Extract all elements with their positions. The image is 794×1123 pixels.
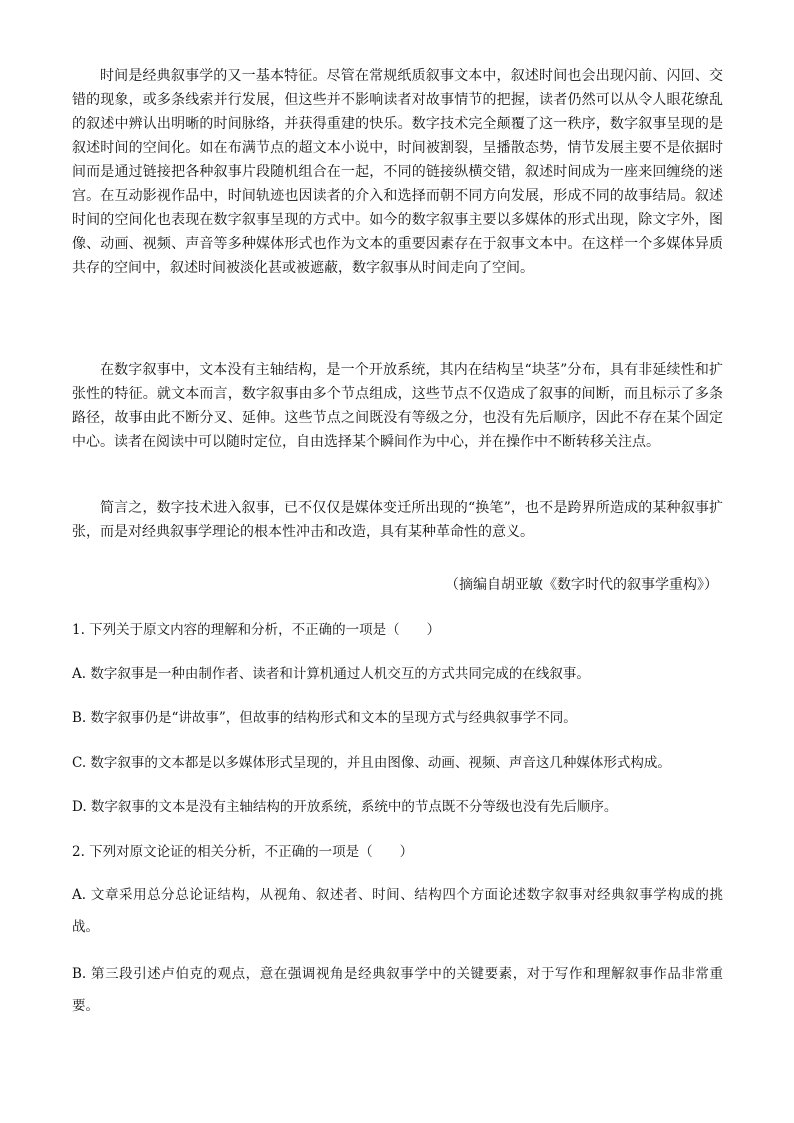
question-1-option-d: D. 数字叙事的文本是没有主轴结构的开放系统，系统中的节点既不分等级也没有先后顺序。	[72, 799, 618, 815]
passage-paragraph-2: 在数字叙事中，文本没有主轴结构，是一个开放系统，其内在结构呈“块茎”分布，具有非延续性和扩张性的特征。就文本而言，数字叙事由多个节点组成，这些节点不仅造成了叙事的间断，而且标示了多条路径，故事由此不断分叉、延伸。这些节点之间既没有等级之分，也没有先后顺序，因此不存在某个固定中心。读者在阅读中可以随时定位，自由选择某个瞬间作为中心，并在操作中不断转移关注点。	[72, 362, 723, 450]
question-2-stem: 2. 下列对原文论证的相关分析，不正确的一项是（ ）	[72, 844, 414, 860]
question-1-option-b: B. 数字叙事仍是“讲故事”，但故事的结构形式和文本的呈现方式与经典叙事学不同。	[72, 710, 577, 726]
question-1-option-c: C. 数字叙事的文本都是以多媒体形式呈现的，并且由图像、动画、视频、声音这几种媒体形式构成。	[72, 755, 671, 771]
question-2-option-b: B. 第三段引述卢伯克的观点，意在强调视角是经典叙事学中的关键要素，对于写作和理解叙事作品非常重要。	[72, 966, 723, 1014]
passage-source: （摘编自胡亚敏《数字时代的叙事学重构》）	[445, 577, 718, 593]
question-1-option-a: A. 数字叙事是一种由制作者、读者和计算机通过人机交互的方式共同完成的在线叙事。	[72, 666, 590, 682]
passage-paragraph-3: 简言之，数字技术进入叙事，已不仅仅是媒体变迁所出现的“换笔”，也不是跨界所造成的某种叙事扩张，而是对经典叙事学理论的根本性冲击和改造，具有某种革命性的意义。	[72, 500, 723, 540]
passage-paragraph-1: 时间是经典叙事学的又一基本特征。尽管在常规纸质叙事文本中，叙述时间也会出现闪前、闪回、交错的现象，或多条线索并行发展，但这些并不影响读者对故事情节的把握，读者仍然可以从令人眼花缭乱的叙述中辨认出明晰的时间脉络，并获得重建的快乐。数字技术完全颠覆了这一秩序，数字叙事呈现的是叙述时间的空间化。如在布满节点的超文本小说中，时间被割裂，呈播散态势，情节发展主要不是依据时间而是通过链接把各种叙事片段随机组合在一起，不同的链接纵横交错，叙述时间成为一座来回缠绕的迷宫。在互动影视作品中，时间轨迹也因读者的介入和选择而朝不同方向发展，形成不同的故事结局。叙述时间的空间化也表现在数字叙事呈现的方式中。如今的数字叙事主要以多媒体的形式出现，除文字外，图像、动画、视频、声音等多种媒体形式也作为文本的重要因素存在于叙事文本中。在这样一个多媒体异质共存的空间中，叙述时间被淡化甚或被遮蔽，数字叙事从时间走向了空间。	[72, 68, 723, 276]
question-2-option-a: A. 文章采用总分总论证结构，从视角、叙述者、时间、结构四个方面论述数字叙事对经典叙事学构成的挑战。	[72, 887, 723, 935]
question-1-stem: 1. 下列关于原文内容的理解和分析，不正确的一项是（ ）	[72, 622, 441, 638]
